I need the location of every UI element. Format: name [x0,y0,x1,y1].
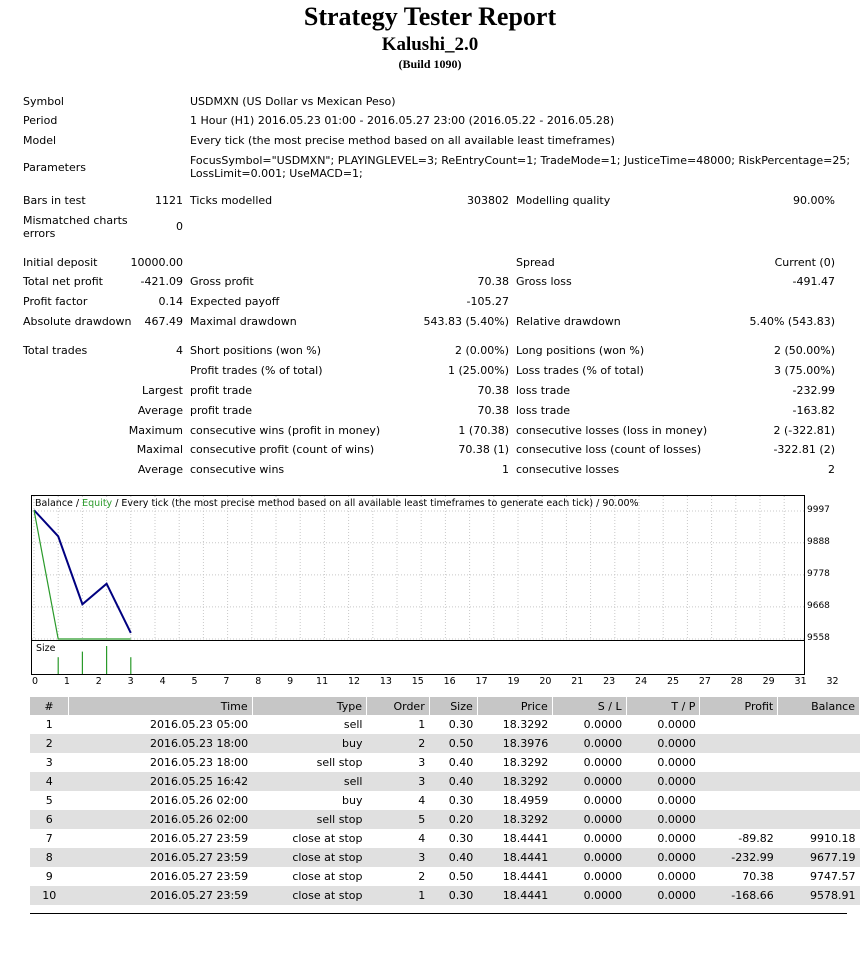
table-cell: 2016.05.23 18:00 [68,734,252,753]
largest-loss-value: -232.99 [792,384,835,397]
build-number: (Build 1090) [398,57,462,71]
table-cell: 0.30 [448,794,474,807]
consecutive-profit-count-value: 70.38 (1) [458,443,509,456]
table-cell [700,791,778,810]
table-cell: 0.0000 [552,848,626,867]
consecutive-wins-money-value: 1 (70.38) [458,424,509,437]
table-cell: 0.40 [429,772,477,791]
x-tick-label: 27 [698,676,711,687]
table-cell: close at stop [292,832,363,845]
table-cell: 1 [418,718,426,731]
table-row [30,810,860,829]
average-profit-value: 70.38 [477,404,509,417]
expert-name: Kalushi_2.0 [381,34,479,55]
parameters-line-2: LossLimit=0.001; UseMACD=1; [190,167,363,180]
y-tick-label: 9558 [807,633,830,643]
column-header: Type [252,697,366,715]
table-cell: buy [342,794,363,807]
y-tick-label: 9888 [807,536,830,547]
x-tick-label: 16 [443,676,456,687]
relative-drawdown-label: Relative drawdown [516,315,621,328]
table-cell: 2016.05.27 23:59 [68,848,252,867]
size-chart [31,640,805,675]
mismatch-label-1: Mismatched charts [23,214,128,227]
table-cell: sell [252,772,366,791]
table-cell: 18.4441 [502,870,549,883]
table-cell: 0.0000 [657,870,696,883]
table-cell: 5 [45,794,53,807]
table-cell: close at stop [252,848,366,867]
gross-profit-label: Gross profit [190,275,254,288]
average-profit-label: profit trade [190,404,253,417]
table-cell: 0.0000 [657,718,696,731]
table-cell: 18.3292 [502,718,549,731]
table-cell: 2016.05.27 23:59 [149,870,249,883]
table-cell: 0.0000 [626,772,700,791]
table-cell: 2 [30,734,68,753]
table-cell: close at stop [252,886,366,905]
balance-chart-svg [32,496,804,644]
table-cell: 0.0000 [552,734,626,753]
table-row [30,848,860,867]
table-bottom-border [30,913,847,914]
table-cell: 3 [418,756,426,769]
period-value: 1 Hour (H1) 2016.05.23 01:00 - 2016.05.27 23:00 (2016.05.22 - 2016.05.28) [190,114,615,127]
profit-factor-value: 0.14 [158,295,183,308]
table-cell: -232.99 [700,848,778,867]
table-cell: 2 [366,734,429,753]
deposit-label: Initial deposit [23,256,98,269]
table-cell: 0.0000 [626,848,700,867]
quality-label: Modelling quality [516,194,611,207]
x-tick-label: 19 [507,676,520,687]
average-loss-value: -163.82 [792,404,835,417]
table-cell: 18.4441 [477,886,552,905]
table-cell: 4 [30,772,68,791]
x-tick-label: 23 [603,676,616,687]
table-row [30,772,860,791]
gross-loss-value: -491.47 [792,275,835,288]
model-label: Model [23,134,57,147]
table-cell: 2016.05.23 18:00 [149,756,249,769]
table-cell: 1 [366,886,429,905]
table-cell: sell stop [316,756,363,769]
x-tick-label: 32 [826,676,839,687]
table-cell: 0.40 [429,848,477,867]
table-cell: -89.82 [738,832,774,845]
x-tick-label: 20 [539,676,552,687]
loss-trades-label: Loss trades (% of total) [516,364,644,377]
table-cell [700,715,778,734]
x-tick-label: 12 [347,676,361,687]
net-profit-label: Total net profit [23,275,103,288]
x-tick-label: 5 [191,676,198,687]
table-cell: 2016.05.26 02:00 [68,810,252,829]
chart-legend [35,498,639,509]
table-cell: 18.4441 [502,832,549,845]
x-tick-label: 21 [571,676,584,687]
expected-payoff-label: Expected payoff [190,295,280,308]
model-value: Every tick (the most precise method based on all available least timeframes) [190,134,615,147]
ticks-label: Ticks modelled [190,194,273,207]
table-cell: 0.50 [429,734,477,753]
deals-table [30,697,860,905]
parameters-label: Parameters [23,161,86,174]
table-cell: 2016.05.27 23:59 [149,832,249,845]
table-row [30,715,860,734]
table-cell: 5 [366,810,429,829]
table-cell: 0.0000 [657,832,696,845]
table-cell: 0.0000 [657,794,696,807]
x-tick-label: 4 [159,676,166,687]
table-cell [700,810,778,829]
net-profit-value: -421.09 [140,275,183,288]
table-cell: 2016.05.27 23:59 [68,886,252,905]
table-cell: 18.3976 [477,734,552,753]
table-cell: 0.0000 [583,794,623,807]
table-cell: 0.0000 [552,810,626,829]
table-cell [778,791,860,810]
table-cell: 0.0000 [583,756,623,769]
table-row [30,867,860,886]
table-cell [700,734,778,753]
column-header: S / L [552,697,626,715]
loss-trades-value: 3 (75.00%) [773,364,835,377]
table-cell [778,715,860,734]
table-cell: 0.0000 [552,772,626,791]
table-cell: 3 [366,848,429,867]
table-cell: 2016.05.23 05:00 [149,718,249,731]
spread-label: Spread [516,256,555,269]
period-label: Period [23,114,58,127]
x-tick-label: 17 [475,676,488,687]
short-positions-value: 2 (0.00%) [454,344,509,357]
average-consecutive-wins-label: consecutive wins [190,463,285,476]
legend-equity: Equity [82,498,113,509]
table-cell: 4 [418,794,426,807]
gross-profit-value: 70.38 [477,275,509,288]
column-header: T / P [626,697,700,715]
table-cell [778,810,860,829]
legend-balance: Balance [35,498,73,509]
y-tick-label: 9778 [807,568,830,579]
long-positions-value: 2 (50.00%) [773,344,835,357]
table-cell: 3 [366,772,429,791]
table-cell: close at stop [292,870,363,883]
largest-profit-label: profit trade [190,384,253,397]
bars-value: 1121 [155,194,183,207]
x-tick-label: 1 [63,676,70,687]
deposit-value: 10000.00 [130,256,183,269]
table-cell: 0.0000 [583,870,623,883]
report-title: Strategy Tester Report [303,2,557,31]
table-row [30,753,860,772]
total-trades-label: Total trades [23,344,88,357]
column-header: Order [366,697,429,715]
consecutive-losses-money-label: consecutive losses (loss in money) [516,424,708,437]
maximal-drawdown-value: 543.83 (5.40%) [423,315,509,328]
table-row [30,886,860,905]
symbol-value: USDMXN (US Dollar vs Mexican Peso) [190,95,396,108]
relative-drawdown-value: 5.40% (543.83) [749,315,835,328]
average-consecutive-losses-value: 2 [828,463,835,476]
table-cell [700,753,778,772]
consecutive-losses-money-value: 2 (-322.81) [773,424,835,437]
consecutive-loss-count-value: -322.81 (2) [773,443,835,456]
parameters-line-1: FocusSymbol="USDMXN"; PLAYINGLEVEL=3; ReEntryCount=1; TradeMode=1; JusticeTime=48000; RiskPercentage=25; [190,154,851,167]
largest-loss-label: loss trade [516,384,571,397]
mismatch-label-2: errors [23,227,56,240]
table-row [30,734,860,753]
table-cell: 10 [30,886,68,905]
maximal-label: Maximal [136,443,183,456]
table-cell: 0.30 [448,718,474,731]
profit-trades-value: 1 (25.00%) [447,364,509,377]
x-tick-label: 3 [127,676,134,687]
table-cell [778,772,860,791]
x-tick-label: 7 [223,676,230,687]
size-chart-svg [32,641,804,674]
expected-payoff-value: -105.27 [466,295,509,308]
column-header: # [30,697,68,715]
gross-loss-label: Gross loss [516,275,572,288]
column-header: Balance [778,697,860,715]
legend-separator: / [72,498,83,509]
y-tick-label: 9668 [807,600,830,611]
table-cell [778,734,860,753]
table-cell: 9747.57 [810,870,856,883]
profit-factor-label: Profit factor [23,295,88,308]
table-cell: 6 [30,810,68,829]
deals-header-row [30,697,860,715]
maximum-label: Maximum [128,424,183,437]
bars-label: Bars in test [23,194,86,207]
absolute-drawdown-label: Absolute drawdown [23,315,132,328]
x-tick-label: 15 [411,676,424,687]
table-cell: 0.40 [448,756,474,769]
table-cell [700,772,778,791]
consecutive-loss-count-label: consecutive loss (count of losses) [516,443,702,456]
column-header: Time [68,697,252,715]
spread-value: Current (0) [774,256,835,269]
table-cell: 9578.91 [778,886,860,905]
absolute-drawdown-value: 467.49 [144,315,183,328]
long-positions-label: Long positions (won %) [516,344,645,357]
table-cell: 18.3292 [502,756,549,769]
table-cell: 9677.19 [778,848,860,867]
size-chart-label: Size [36,643,56,654]
average-label: Average [137,404,183,417]
x-tick-label: 24 [635,676,648,687]
x-tick-label: 0 [31,676,39,687]
table-cell: 9910.18 [810,832,856,845]
x-tick-label: 25 [666,676,680,687]
table-cell: 0.20 [429,810,477,829]
table-cell: 2 [418,870,426,883]
largest-label: Largest [142,384,183,397]
average-consecutive-losses-label: consecutive losses [516,463,620,476]
column-header: Price [477,697,552,715]
table-cell: 0.0000 [583,832,623,845]
x-tick-label: 31 [794,676,807,687]
column-header: Profit [700,697,778,715]
table-cell: 2016.05.26 02:00 [149,794,249,807]
table-cell: buy [252,734,366,753]
table-cell: 0.0000 [626,886,700,905]
y-tick-label: 9997 [807,505,830,515]
x-tick-label: 11 [316,676,329,687]
table-cell: sell stop [252,810,366,829]
total-trades-value: 4 [176,344,183,357]
table-cell: 1 [45,718,53,731]
table-cell: 0.0000 [552,886,626,905]
table-cell: 18.3292 [477,810,552,829]
x-tick-label: 13 [379,676,392,687]
table-cell [778,753,860,772]
table-cell: 4 [418,832,426,845]
quality-value: 90.00% [793,194,835,207]
profit-trades-label: Profit trades (% of total) [190,364,323,377]
table-cell: 0.50 [448,870,474,883]
table-cell: 3 [45,756,53,769]
table-cell: 2016.05.25 16:42 [68,772,252,791]
table-cell: 18.4441 [477,848,552,867]
column-header: Size [429,697,477,715]
average-loss-label: loss trade [516,404,571,417]
table-row [30,829,860,848]
table-cell: 9 [45,870,53,883]
x-tick-label: 9 [287,676,294,687]
table-row [30,791,860,810]
consecutive-profit-count-label: consecutive profit (count of wins) [190,443,375,456]
balance-chart [31,495,805,645]
ticks-value: 303802 [467,194,509,207]
x-tick-label: 29 [762,676,775,687]
table-cell: 7 [45,832,53,845]
table-cell: -168.66 [700,886,778,905]
legend-description: / Every tick (the most precise method based on all available least timeframes to generate each tick) / 90.00% [112,498,639,509]
consecutive-wins-money-label: consecutive wins (profit in money) [190,424,381,437]
table-cell: 0.0000 [583,718,623,731]
table-cell: 18.3292 [477,772,552,791]
table-cell: 0.30 [448,832,474,845]
table-cell: 0.0000 [657,756,696,769]
table-cell: 18.4959 [502,794,549,807]
x-tick-label: 2 [95,676,102,687]
maximal-drawdown-label: Maximal drawdown [190,315,297,328]
symbol-label: Symbol [23,95,64,108]
table-cell: 0.0000 [626,734,700,753]
short-positions-label: Short positions (won %) [190,344,322,357]
table-cell: 0.0000 [626,810,700,829]
largest-profit-value: 70.38 [477,384,509,397]
average-consecutive-label: Average [137,463,183,476]
table-cell: 70.38 [742,870,774,883]
table-cell: 8 [30,848,68,867]
table-cell: sell [343,718,363,731]
average-consecutive-wins-value: 1 [502,463,509,476]
x-tick-label: 28 [730,676,743,687]
x-tick-label: 8 [255,676,262,687]
table-cell: 0.30 [429,886,477,905]
mismatch-value: 0 [176,220,183,233]
